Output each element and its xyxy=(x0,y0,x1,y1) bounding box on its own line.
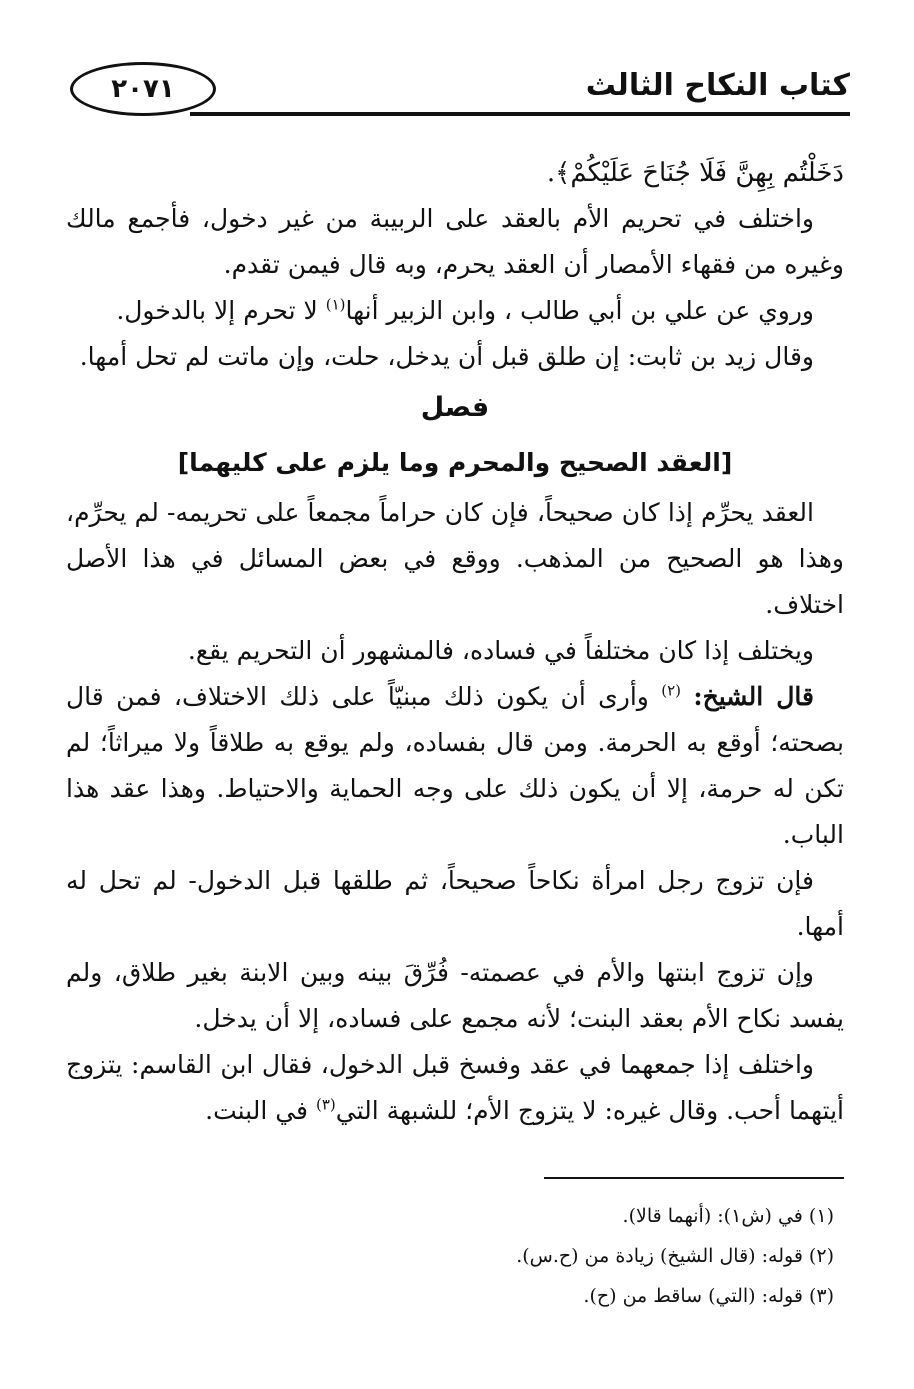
footnote-ref: (٢) xyxy=(661,681,681,700)
paragraph: فإن تزوج رجل امرأة نكاحاً صحيحاً، ثم طلقها قبل الدخول- لم تحل له أمها. xyxy=(66,866,844,941)
footnote: (٢) قوله: (قال الشيخ) زيادة من (ح.س). xyxy=(516,1245,834,1267)
footnote: (٣) قوله: (التي) ساقط من (ح). xyxy=(583,1285,834,1307)
paragraph-text: واختلف إذا جمعهما في عقد وفسخ قبل الدخول، فقال ابن القاسم: يتزوج أيتهما أحب. وقال غيره: لا يتزوج الأم؛ للشبهة التي xyxy=(66,1050,844,1125)
book-title: كتاب النكاح الثالث xyxy=(585,68,850,103)
header-rule xyxy=(190,112,850,116)
paragraph xyxy=(66,674,844,858)
footnote-ref: (٣) xyxy=(315,1095,336,1114)
section-title: فصل xyxy=(420,392,490,423)
paragraph-text: في البنت. xyxy=(205,1096,316,1125)
footnote: (١) في (ش١): (أنهما قالا). xyxy=(622,1205,834,1227)
footnote-rule xyxy=(544,1177,844,1179)
paragraph: وإن تزوج ابنتها والأم في عصمته- فُرِّقَ بينه وبين الابنة بغير طلاق، ولم يفسد نكاح الأم بعقد البنت؛ لأنه مجمع على فساده، إلا أن يدخل. xyxy=(66,958,844,1033)
section-subtitle: [العقد الصحيح والمحرم وما يلزم على كليهما] xyxy=(177,448,733,477)
paragraph: واختلف في تحريم الأم بالعقد على الربيبة من غير دخول، فأجمع مالك وغيره من فقهاء الأمصار أن العقد يحرم، وبه قال فيمن تقدم. xyxy=(66,204,844,279)
footnote-ref: (١) xyxy=(325,295,346,314)
paragraph xyxy=(66,288,844,334)
page-number: ٢٠٧١ xyxy=(70,62,216,116)
main-text xyxy=(66,150,844,1134)
paragraph xyxy=(66,1042,844,1134)
paragraph-text: لا تحرم إلا بالدخول. xyxy=(116,296,326,325)
paragraph-text: وأرى أن يكون ذلك مبنيّاً على ذلك الاختلاف، فمن قال بصحته؛ أوقع به الحرمة. ومن قال بفساده، ولم يوقع به طلاقاً ولا ميراثاً؛ لم تكن له حرمة، إلا أن يكون ذلك على وجه الحماية والاحتياط. وهذا عقد هذا الباب. xyxy=(66,682,844,849)
paragraph: وقال زيد بن ثابت: إن طلق قبل أن يدخل، حلت، وإن ماتت لم تحل أمها. xyxy=(79,342,814,371)
paragraph-text: وروي عن علي بن أبي طالب ، وابن الزبير أنها xyxy=(345,296,814,325)
paragraph: ويختلف إذا كان مختلفاً في فساده، فالمشهور أن التحريم يقع. xyxy=(187,636,814,665)
speaker-lead: قال الشيخ: xyxy=(693,682,815,711)
quran-verse-end: دَخَلْتُم بِهِنَّ فَلَا جُنَاحَ عَلَيْكُمْ﴾. xyxy=(546,158,844,188)
paragraph: العقد يحرِّم إذا كان صحيحاً، فإن كان حراماً مجمعاً على تحريمه- لم يحرِّم، وهذا هو الصحيح من المذهب. ووقع في بعض المسائل في هذا الأصل اختلاف. xyxy=(66,498,844,619)
page-header xyxy=(60,58,850,128)
footnotes xyxy=(66,1196,834,1316)
